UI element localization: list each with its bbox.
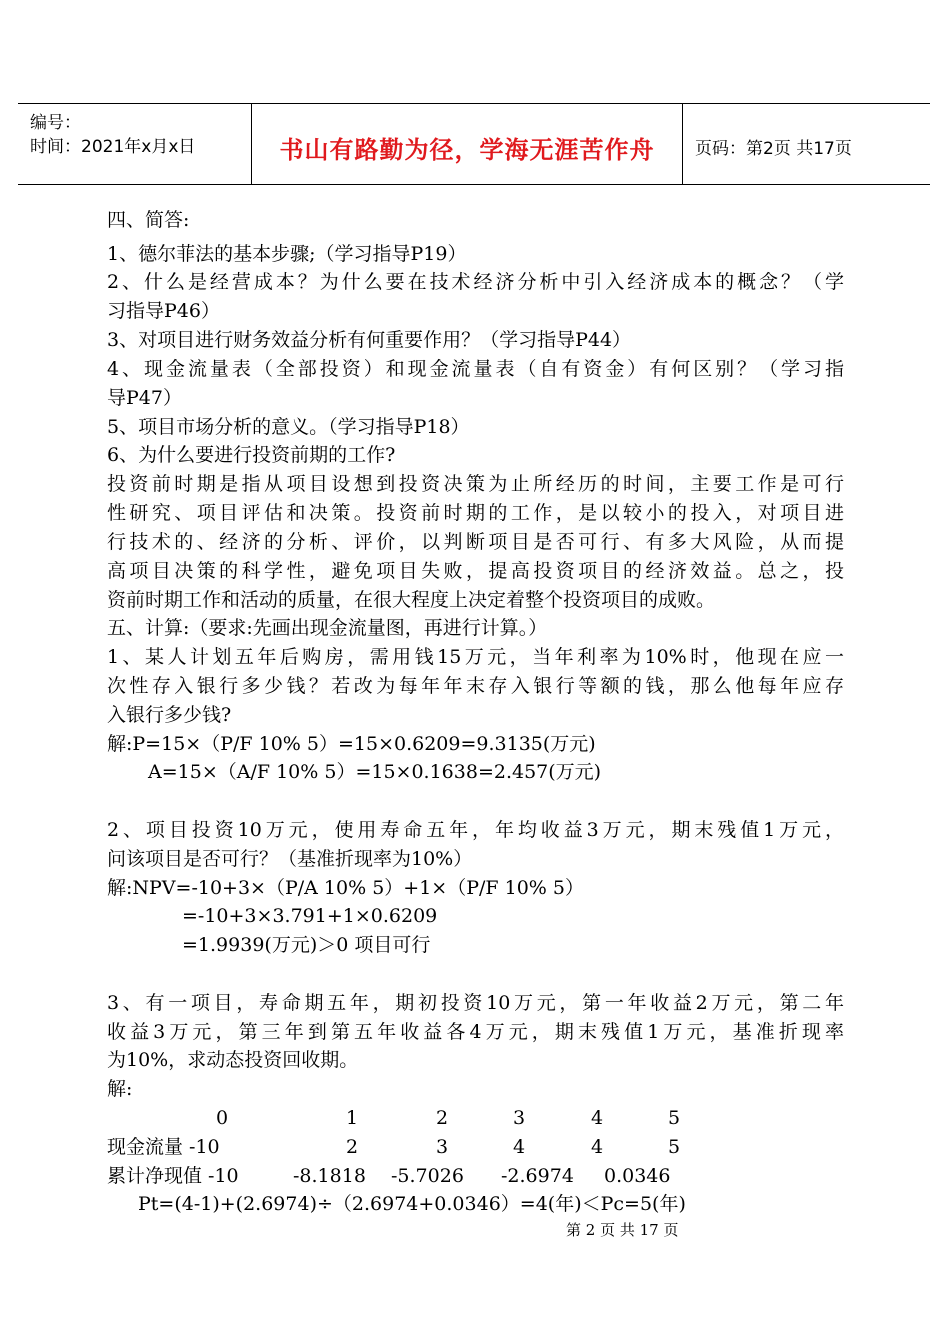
calc-1-solution-a: A=15×（A/F 10% 5）=15×0.1638=2.457(万元) xyxy=(148,761,602,783)
answer-6-line-1: 投资前时期是指从项目设想到投资决策为止所经历的时间，主要工作是可行 xyxy=(107,473,844,495)
calc-1-line-1: 1、某人计划五年后购房，需用钱15万元，当年利率为10%时，他现在应一 xyxy=(107,646,844,668)
year-cell: 3 xyxy=(513,1107,526,1129)
page-footer: 第 2 页 共 17 页 xyxy=(566,1221,679,1239)
calc-2-line-1: 2、项目投资10万元，使用寿命五年，年均收益3万元，期末残值1万元， xyxy=(107,819,844,841)
calc-2-line-2: 问该项目是否可行？（基准折现率为10%） xyxy=(107,848,473,870)
cumulative-label: 累计净现值 -10 xyxy=(107,1165,239,1187)
header-motto-cell xyxy=(252,104,683,184)
calc-1-solution-p: 解:P=15×（P/F 10% 5）=15×0.6209=9.3135(万元) xyxy=(107,733,596,755)
question-3: 3、对项目进行财务效益分析有何重要作用？（学习指导P44） xyxy=(107,329,632,351)
calc-3-line-3: 为10%，求动态投资回收期。 xyxy=(107,1049,359,1071)
calc-3-line-2: 收益3万元，第三年到第五年收益各4万元，期末残值1万元，基准折现率 xyxy=(107,1021,844,1043)
answer-6-line-2: 性研究、项目评估和决策。投资前时期的工作，是以较小的投入，对项目进 xyxy=(107,502,844,524)
header-info-cell xyxy=(18,104,252,184)
cumulative-cell: -2.6974 xyxy=(501,1165,574,1187)
year-cell: 4 xyxy=(591,1107,604,1129)
calc-2-solution-2: =-10+3×3.791+1×0.6209 xyxy=(182,905,438,927)
calc-3-solution-label: 解: xyxy=(107,1078,133,1100)
section-heading-5: 五、计算:（要求:先画出现金流量图，再进行计算。） xyxy=(107,617,548,639)
cumulative-cell: -8.1818 xyxy=(293,1165,366,1187)
calc-2-solution-3: =1.9939(万元)＞0 项目可行 xyxy=(182,934,431,956)
calc-1-line-3: 入银行多少钱? xyxy=(107,704,232,726)
year-cell: 5 xyxy=(668,1107,681,1129)
question-6: 6、为什么要进行投资前期的工作? xyxy=(107,444,396,466)
question-5: 5、项目市场分析的意义。（学习指导P18） xyxy=(107,416,470,438)
time-label: 时间：2021年x月x日 xyxy=(30,137,196,157)
calc-3-line-1: 3、有一项目，寿命期五年，期初投资10万元，第一年收益2万元，第二年 xyxy=(107,992,844,1014)
answer-6-line-5: 资前时期工作和活动的质量，在很大程度上决定着整个投资项目的成败。 xyxy=(107,589,716,611)
answer-6-line-4: 高项目决策的科学性，避免项目失败，提高投资项目的经济效益。总之，投 xyxy=(107,560,844,582)
cash-flow-label: 现金流量 -10 xyxy=(107,1136,220,1158)
question-4-line-2: 导P47） xyxy=(107,387,182,409)
header-page-cell xyxy=(683,104,930,184)
cash-flow-cell: 4 xyxy=(513,1136,526,1158)
year-cell: 0 xyxy=(216,1107,229,1129)
question-4-line-1: 4、现金流量表（全部投资）和现金流量表（自有资金）有何区别？（学习指 xyxy=(107,358,844,380)
cumulative-cell: 0.0346 xyxy=(604,1165,671,1187)
page-header xyxy=(18,103,930,185)
calc-2-solution-1: 解:NPV=-10+3×（P/A 10% 5）+1×（P/F 10% 5） xyxy=(107,877,584,899)
cash-flow-cell: 3 xyxy=(436,1136,449,1158)
question-1: 1、德尔菲法的基本步骤;（学习指导P19） xyxy=(107,243,467,265)
payback-formula: Pt=(4-1)+(2.6974)÷（2.6974+0.0346）=4(年)＜Pc=5(年) xyxy=(138,1193,686,1215)
motto: 书山有路勤为径，学海无涯苦作舟 xyxy=(279,136,655,164)
year-cell: 1 xyxy=(346,1107,359,1129)
question-2-line-1: 2、什么是经营成本？为什么要在技术经济分析中引入经济成本的概念？（学 xyxy=(107,271,844,293)
cash-flow-cell: 2 xyxy=(346,1136,359,1158)
calc-1-line-2: 次性存入银行多少钱？若改为每年年末存入银行等额的钱，那么他每年应存 xyxy=(107,675,844,697)
page-label: 页码：第2页 共17页 xyxy=(695,139,852,159)
cash-flow-cell: 4 xyxy=(591,1136,604,1158)
section-heading-4: 四、简答: xyxy=(107,209,190,231)
cumulative-cell: -5.7026 xyxy=(391,1165,464,1187)
question-2-line-2: 习指导P46） xyxy=(107,300,220,322)
cash-flow-cell: 5 xyxy=(668,1136,681,1158)
year-cell: 2 xyxy=(436,1107,449,1129)
number-label: 编号： xyxy=(30,113,81,133)
answer-6-line-3: 行技术的、经济的分析、评价，以判断项目是否可行、有多大风险，从而提 xyxy=(107,531,844,553)
